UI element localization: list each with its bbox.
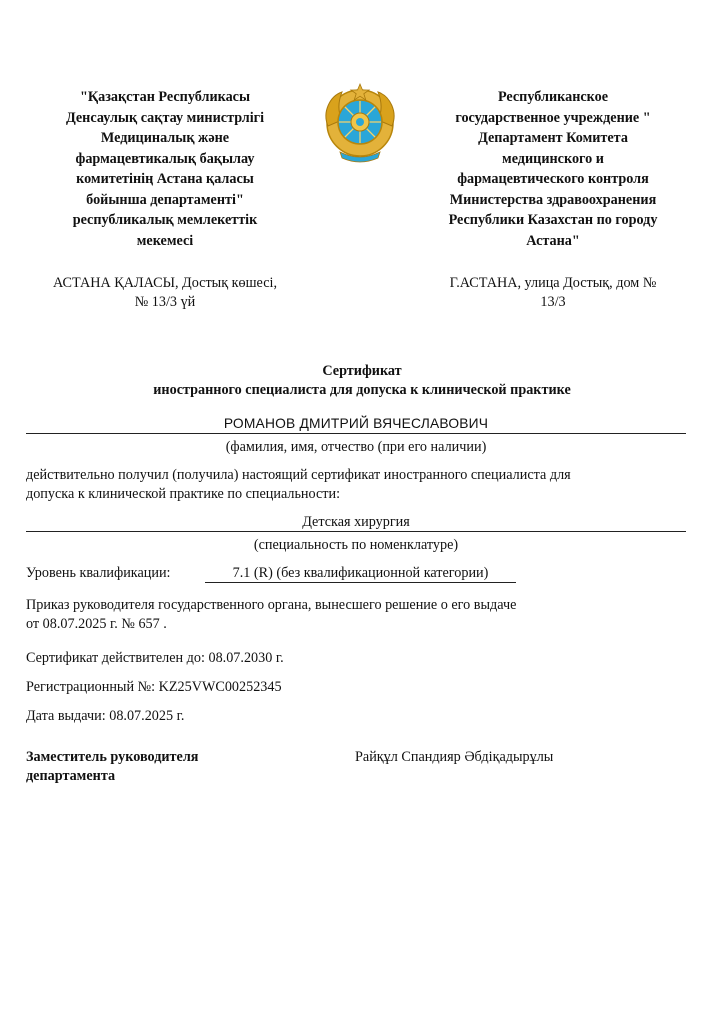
org-kz-line: "Қазақстан Республикасы	[79, 89, 251, 105]
signatory-title-line-1: Заместитель руководителя	[26, 749, 199, 765]
statement-line-1: действительно получил (получила) настоящий сертификат иностранного специалиста для	[26, 467, 571, 483]
address-kz-line: № 13/3 үй	[134, 294, 196, 310]
address-ru	[408, 274, 698, 312]
statement-line-2: допуска к клинической практике по специальности:	[26, 486, 341, 502]
qualification-value: 7.1 (R) (без квалификационной категории)	[205, 564, 516, 583]
org-ru-line: фармацевтического контроля	[457, 171, 649, 187]
org-ru-line: Министерства здравоохранения	[449, 191, 657, 208]
org-ru-line: медицинского и	[502, 150, 604, 167]
address-kz-line: АСТАНА ҚАЛАСЫ, Достық көшесі,	[53, 275, 277, 291]
org-ru-line: Республики Казахстан по городу	[448, 212, 658, 228]
organization-name-kz	[20, 87, 310, 251]
signatory-name: Райқұл Спандияр Әбдіқадырұлы	[355, 749, 554, 765]
order-line-1: Приказ руководителя государственного органа, вынесшего решение о его выдаче	[26, 597, 517, 613]
org-kz-line: мекемесі	[136, 232, 194, 249]
org-ru-line: Астана"	[526, 232, 580, 249]
registration-number: Регистрационный №: KZ25VWC00252345	[26, 679, 282, 695]
org-ru-line: Республиканское	[497, 89, 609, 105]
org-kz-line: Денсаулық сақтау министрлігі	[65, 109, 265, 126]
org-ru-line: Департамент Комитета	[478, 130, 628, 146]
org-kz-line: фармацевтикалық бақылау	[75, 150, 255, 167]
org-kz-line: бойынша департаменті"	[86, 191, 244, 208]
address-ru-line: Г.АСТАНА, улица Достық, дом №	[449, 275, 657, 291]
signatory-title-line-2: департамента	[26, 768, 116, 784]
address-ru-line: 13/3	[540, 294, 566, 310]
organization-name-ru	[408, 87, 698, 251]
specialty-caption: (специальность по номенклатуре)	[253, 537, 459, 553]
holder-name-caption: (фамилия, имя, отчество (при его наличии)	[225, 439, 487, 455]
validity-date: Сертификат действителен до: 08.07.2030 г.	[26, 650, 284, 666]
state-emblem-icon	[320, 82, 400, 164]
holder-name: РОМАНОВ ДМИТРИЙ ВЯЧЕСЛАВОВИЧ	[26, 415, 686, 434]
qualification-label: Уровень квалификации:	[26, 565, 171, 581]
certificate-subtitle: иностранного специалиста для допуска к клинической практике	[153, 382, 571, 398]
org-kz-line: Медициналық және	[100, 130, 230, 146]
org-kz-line: комитетінің Астана қаласы	[76, 171, 254, 187]
qualification-row	[26, 564, 171, 583]
org-ru-line: государственное учреждение "	[455, 109, 651, 126]
org-kz-line: республикалық мемлекеттік	[72, 212, 258, 228]
certificate-title: Сертификат	[322, 363, 402, 379]
issue-date: Дата выдачи: 08.07.2025 г.	[26, 708, 185, 724]
specialty-value: Детская хирургия	[26, 513, 686, 532]
address-kz	[20, 274, 310, 312]
order-line-2: от 08.07.2025 г. № 657 .	[26, 616, 167, 632]
